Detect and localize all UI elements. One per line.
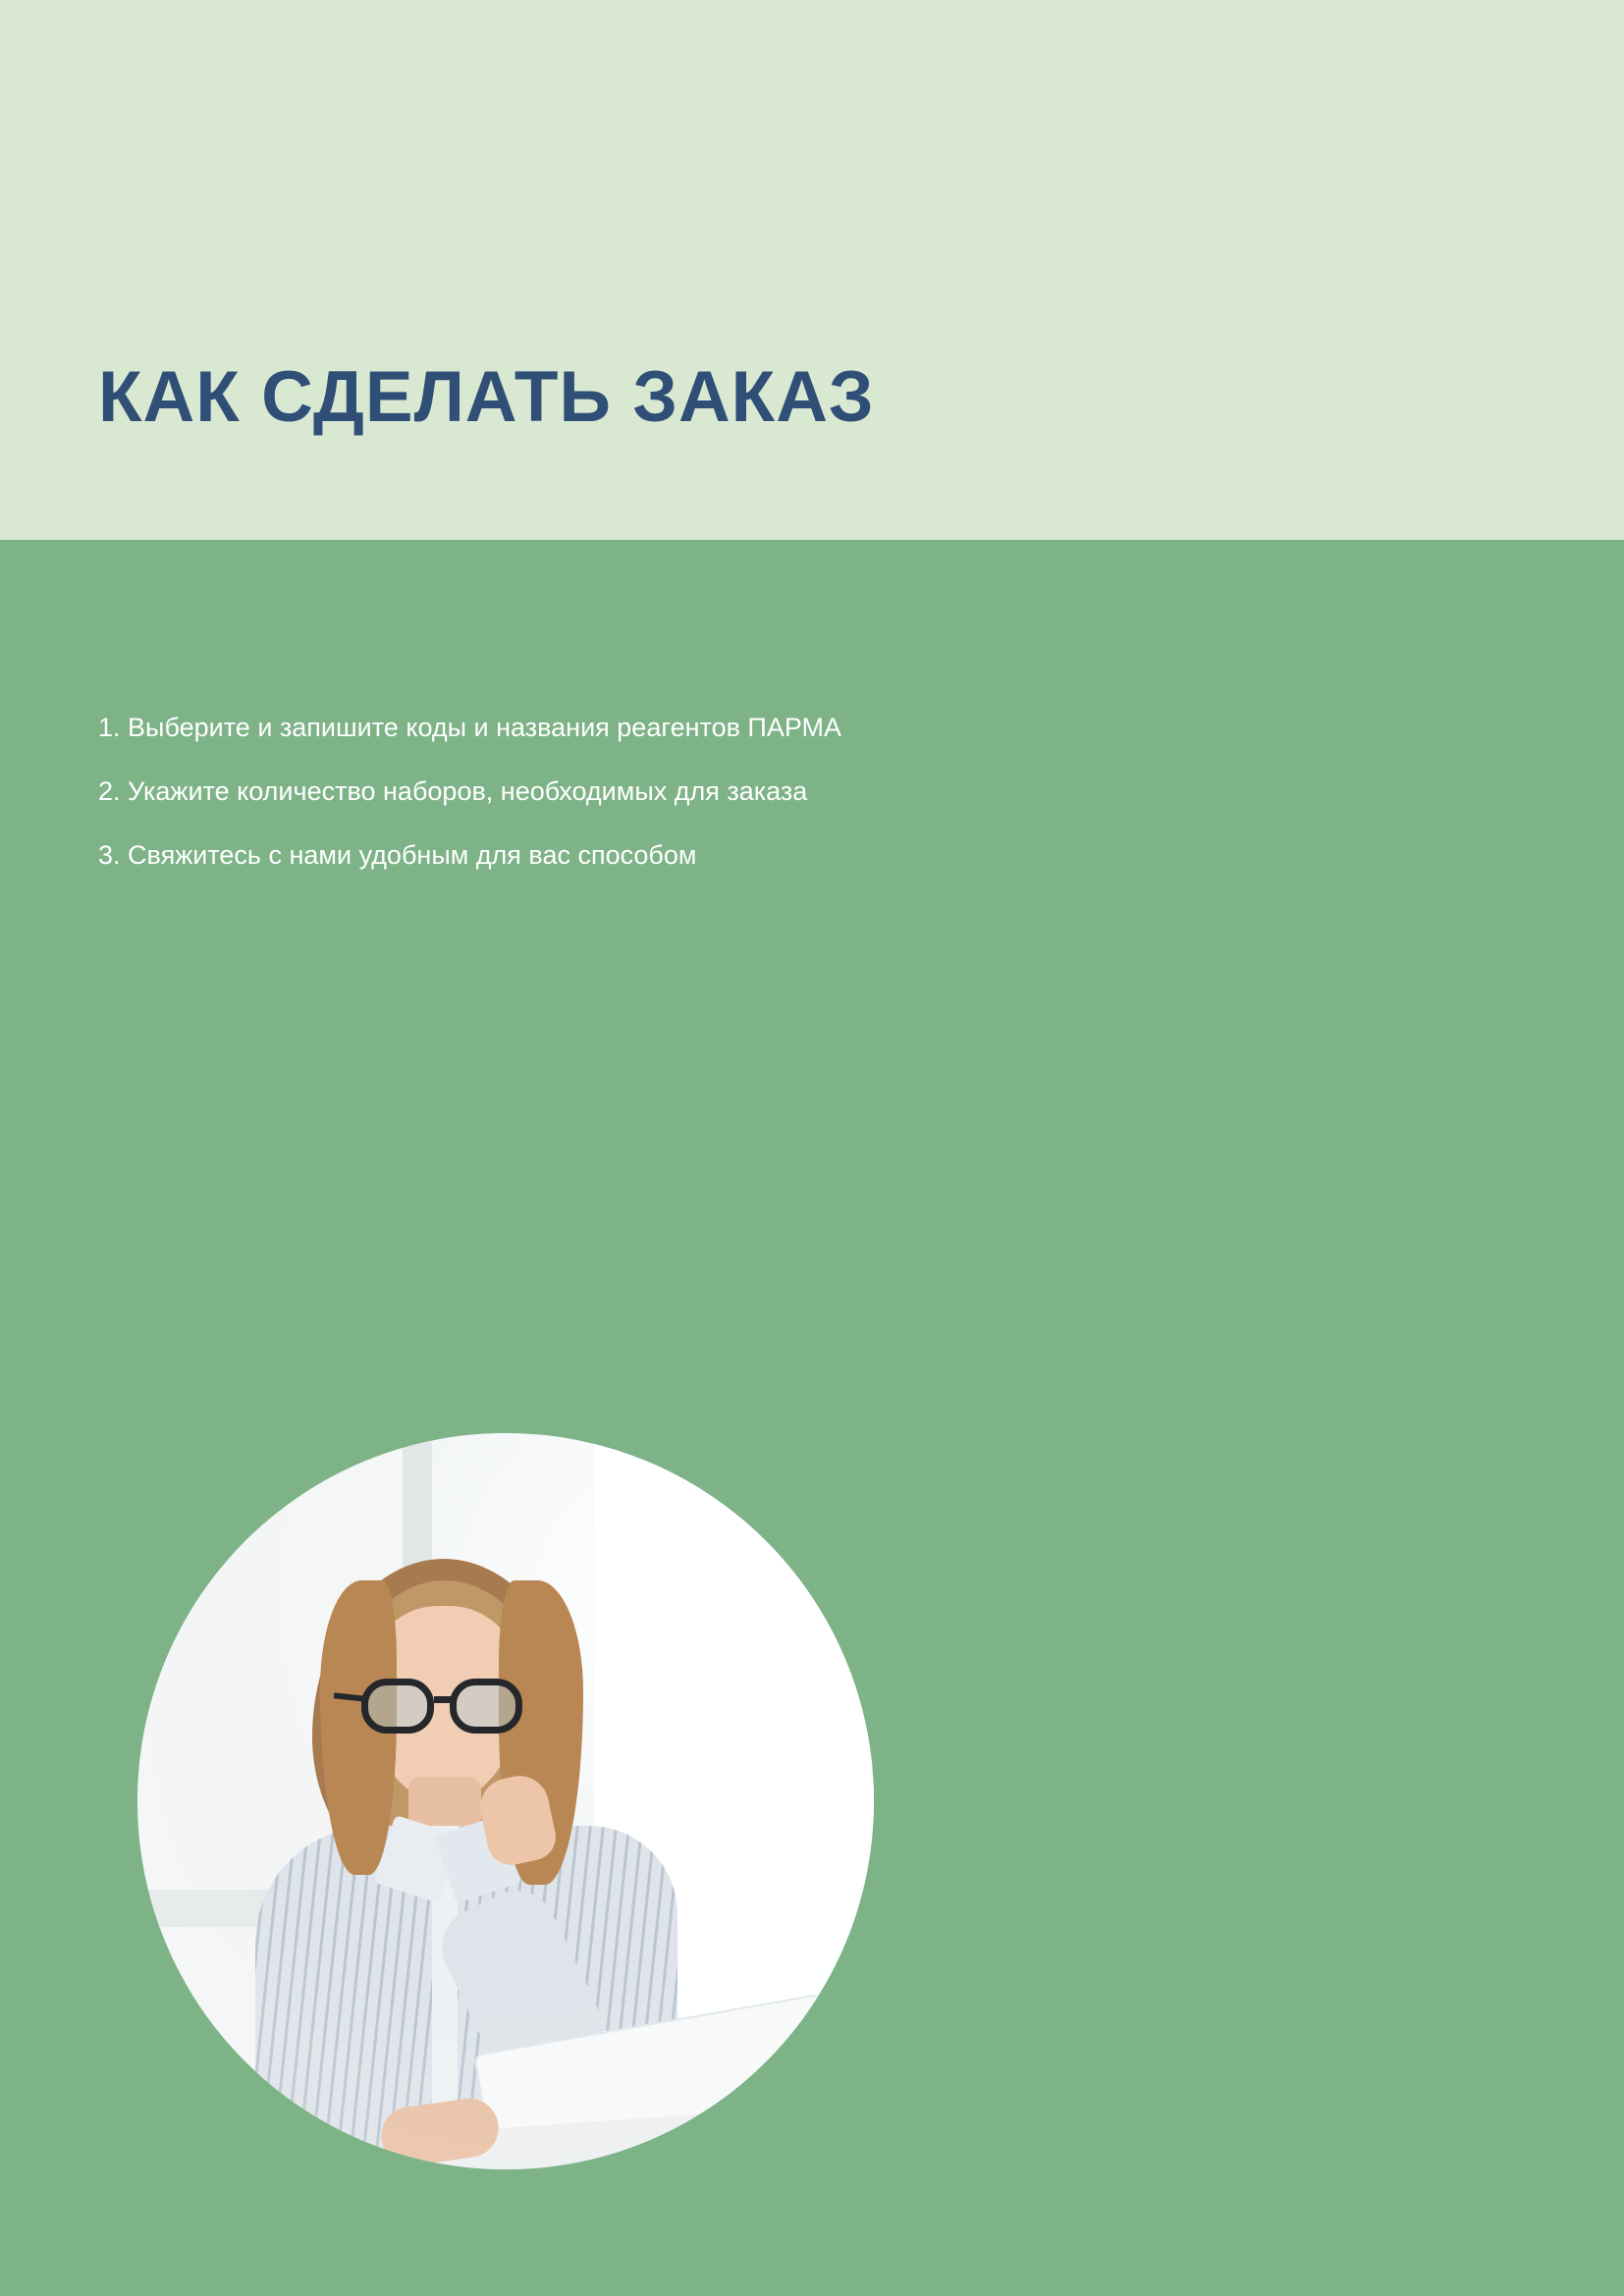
header-band (0, 0, 1624, 540)
step-number: 1. (98, 713, 121, 742)
circular-photo (137, 1433, 874, 2169)
step-number: 2. (98, 776, 121, 806)
glasses-lens-left (361, 1679, 434, 1734)
steps-list (98, 715, 1276, 906)
photo-background (137, 1433, 874, 2169)
page-title: КАК СДЕЛАТЬ ЗАКАЗ (98, 357, 875, 437)
step-number: 3. (98, 840, 121, 870)
glasses-lens-right (450, 1679, 522, 1734)
step-text: Свяжитесь с нами удобным для вас способом (128, 840, 697, 870)
step-text: Выберите и запишите коды и названия реагентов ПАРМА (128, 713, 842, 742)
glasses-bridge (434, 1696, 452, 1703)
list-item (98, 715, 1276, 741)
list-item (98, 842, 1276, 869)
list-item (98, 778, 1276, 805)
step-text: Укажите количество наборов, необходимых для заказа (128, 776, 808, 806)
